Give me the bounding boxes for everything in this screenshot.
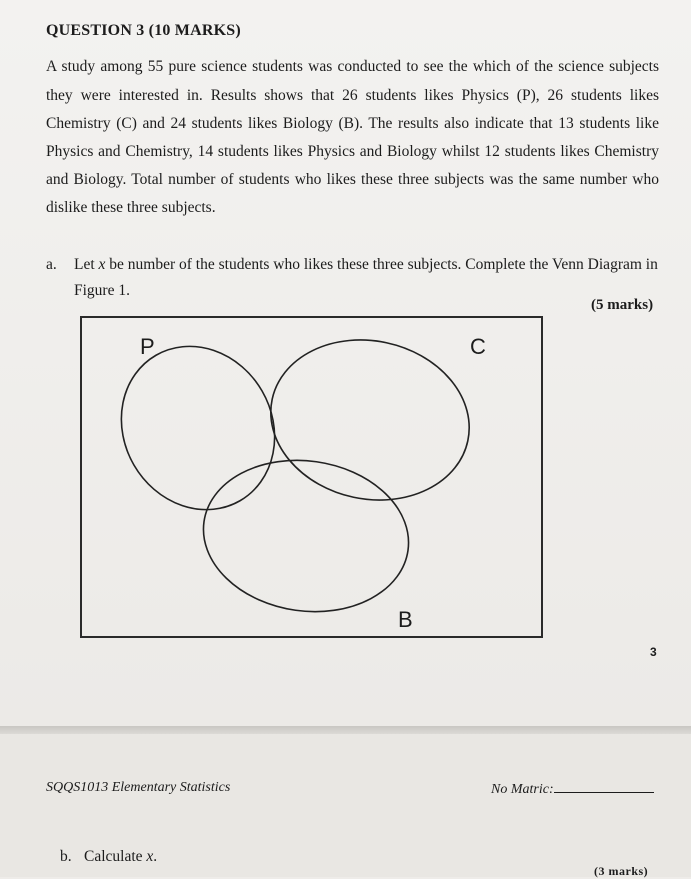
venn-label-c: C — [470, 334, 486, 359]
part-a-label: a. — [46, 256, 57, 273]
venn-label-b: B — [398, 607, 413, 632]
venn-label-p: P — [140, 334, 155, 359]
page-number: 3 — [650, 645, 657, 659]
footer-matric — [491, 780, 654, 798]
paragraph-line: A study among 55 pure science students was conducted to see the which of the science subjects — [46, 58, 659, 75]
paragraph-line: they were interested in. Results shows that 26 students likes Physics (P), 26 students likes — [46, 87, 659, 104]
part-a-marks: (5 marks) — [591, 297, 654, 313]
footer-course: SQQS1013 Elementary Statistics — [46, 780, 231, 795]
venn-diagram — [80, 316, 543, 638]
matric-blank[interactable] — [554, 780, 654, 793]
paragraph-line: Chemistry (C) and 24 students likes Biology (B). The results also indicate that 13 students like — [46, 115, 659, 132]
paragraph-line: and Biology. Total number of students who likes these three subjects was the same number who — [46, 171, 659, 188]
paragraph-line: Physics and Chemistry, 14 students likes Physics and Biology whilst 12 students likes Chemistry — [46, 143, 659, 160]
part-a-text: Let x be number of the students who likes these three subjects. Complete the Venn Diagram in — [74, 256, 658, 273]
part-b-text: Calculate x. — [84, 848, 158, 865]
part-b-marks: (3 marks) — [594, 864, 649, 878]
venn-circle-biology — [194, 447, 419, 624]
venn-circle-chemistry — [256, 322, 484, 518]
paragraph-line: dislike these three subjects. — [46, 199, 216, 216]
part-b-label: b. — [60, 848, 72, 865]
part-a-text-line2: Figure 1. — [74, 282, 130, 299]
page-divider — [0, 726, 691, 734]
question-heading: QUESTION 3 (10 MARKS) — [46, 22, 241, 39]
matric-label: No Matric: — [491, 782, 554, 797]
